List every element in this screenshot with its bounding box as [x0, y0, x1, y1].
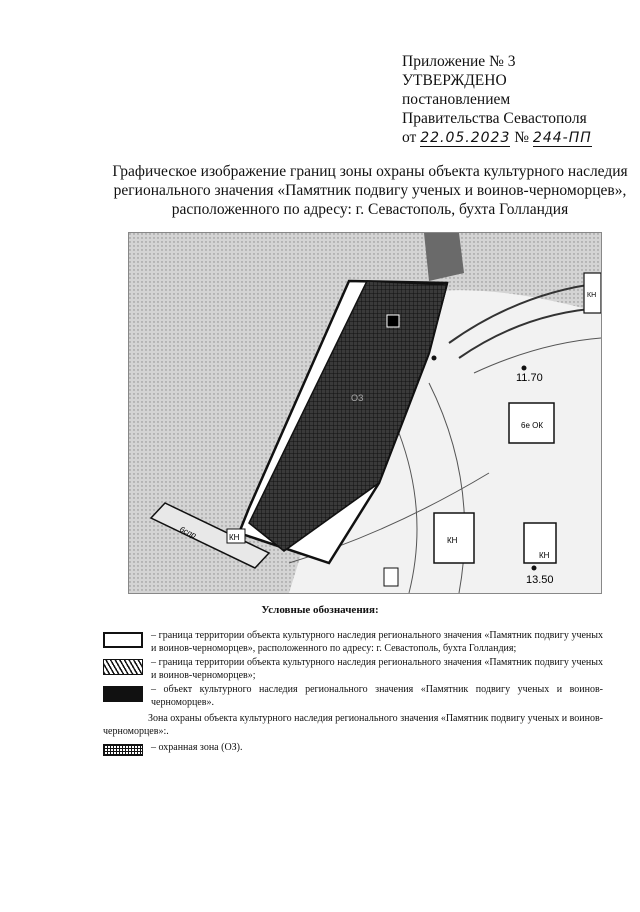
legend-item-solid	[103, 684, 603, 709]
site-plan-map	[128, 232, 602, 594]
approval-header	[402, 52, 622, 148]
hatch-swatch-icon	[103, 659, 143, 675]
elevation-marker-1	[522, 366, 527, 371]
legend	[103, 630, 603, 757]
legend-title: Условные обозначения:	[261, 604, 379, 616]
legend-text-outline: – граница территории объекта культурного наследия регионального значения «Памятник подвигу ученых и воинов-черноморцев», расположенного по адресу: г. Севастополь, бухта Голландия;	[151, 630, 603, 654]
zone-label-oz: ОЗ	[351, 393, 364, 403]
government-label: Правительства Севастополя	[402, 110, 587, 127]
elevation-label-1: 11.70	[516, 372, 543, 384]
zone-description: Зона охраны объекта культурного наследия регионального значения «Памятник подвигу ученых и воинов-черноморцев»:.	[103, 713, 603, 737]
decree-label: постановлением	[402, 91, 511, 108]
kn-label-2: КН	[229, 533, 240, 542]
document-title: Графическое изображение границ зоны охраны объекта культурного наследия регионального значения «Памятник подвигу ученых и воинов-черноморцев», расположенного по адресу: г. Севастополь, бухта Голландия	[112, 163, 628, 218]
legend-text-hatch: – граница территории объекта культурного наследия регионального значения «Памятник подвигу ученых и воинов-черноморцев»;	[151, 657, 603, 681]
dark-patch	[424, 233, 464, 281]
pier-label: 6спр	[178, 524, 198, 541]
date-line	[402, 128, 622, 148]
appendix-label: Приложение № 3	[402, 53, 516, 70]
elevation-label-2: 13.50	[526, 574, 554, 586]
monument-object	[387, 315, 399, 327]
elevation-marker-2	[532, 566, 537, 571]
legend-item-hatch	[103, 657, 603, 682]
date-prefix: от	[402, 129, 417, 146]
kn-label-3: КН	[447, 536, 458, 545]
date-value: 22.05.2023	[420, 130, 511, 146]
legend-item-grid	[103, 742, 603, 755]
map-graphic	[129, 233, 601, 593]
solid-swatch-icon	[103, 686, 143, 702]
kn-label-4: КН	[587, 292, 597, 299]
outline-swatch-icon	[103, 632, 143, 648]
legend-text-grid: – охранная зона (ОЗ).	[151, 742, 243, 753]
legend-item-outline	[103, 630, 603, 655]
elevation-marker-3	[432, 356, 437, 361]
number-value: 244-ПП	[532, 130, 592, 146]
number-prefix: №	[514, 129, 530, 146]
legend-text-solid: – объект культурного наследия регионального значения «Памятник подвигу ученых и воинов-черноморцев».	[151, 684, 603, 708]
building-label: 6е ОК	[521, 421, 544, 430]
approved-label: УТВЕРЖДЕНО	[402, 72, 507, 89]
kn-label-1: КН	[539, 551, 550, 560]
grid-swatch-icon	[103, 744, 143, 756]
kn-box-2	[384, 568, 398, 586]
